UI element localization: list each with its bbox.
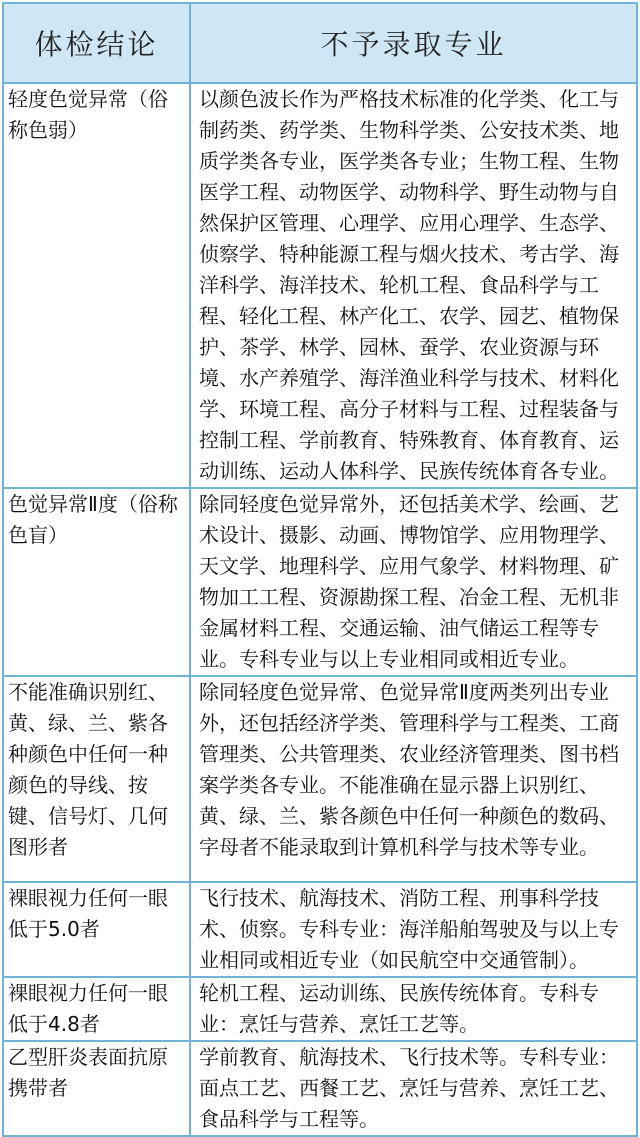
majors-cell: 飞行技术、航海技术、消防工程、刑事科学技术、侦察。专科专业：海洋船舶驾驶及与以上专业相同或相近专业（如民航空中交通管制）。 — [190, 882, 637, 977]
majors-cell: 轮机工程、运动训练、民族传统体育。专科专业：烹饪与营养、烹饪工艺等。 — [190, 977, 637, 1041]
admission-restriction-table — [2, 2, 638, 1137]
condition-cell: 不能准确识别红、黄、绿、兰、紫各种颜色中任何一种颜色的导线、按键、信号灯、几何图形者 — [3, 676, 190, 882]
majors-cell: 以颜色波长作为严格技术标准的化学类、化工与制药类、药学类、生物科学类、公安技术类、地质学类各专业，医学类各专业；生物工程、生物医学工程、动物医学、动物科学、野生动物与自然保护区管理、心理学、应用心理学、生态学、侦察学、特种能源工程与烟火技术、考古学、海洋科学、海洋技术、轮机工程、食品科学与工程、轻化工程、林产化工、农学、园艺、植物保护、茶学、林学、园林、蚕学、农业资源与环境、水产养殖学、海洋渔业科学与技术、材料化学、环境工程、高分子材料与工程、过程装备与控制工程、学前教育、特殊教育、体育教育、运动训练、运动人体科学、民族传统体育各专业。 — [190, 83, 637, 488]
condition-cell: 裸眼视力任何一眼低于5.0者 — [3, 882, 190, 977]
condition-cell: 乙型肝炎表面抗原携带者 — [3, 1041, 190, 1136]
majors-cell: 除同轻度色觉异常外，还包括美术学、绘画、艺术设计、摄影、动画、博物馆学、应用物理学、天文学、地理科学、应用气象学、材料物理、矿物加工工程、资源勘探工程、冶金工程、无机非金属材料工程、交通运输、油气储运工程等专业。专科专业与以上专业相同或相近专业。 — [190, 488, 637, 676]
table-row — [3, 977, 637, 1041]
majors-cell: 除同轻度色觉异常、色觉异常Ⅱ度两类列出专业外，还包括经济学类、管理科学与工程类、工商管理类、公共管理类、农业经济管理类、图书档案学类各专业。不能准确在显示器上识别红、黄、绿、兰、紫各颜色中任何一种颜色的数码、字母者不能录取到计算机科学与技术等专业。 — [190, 676, 637, 882]
table-row — [3, 676, 637, 882]
majors-cell: 学前教育、航海技术、飞行技术等。专科专业：面点工艺、西餐工艺、烹饪与营养、烹饪工艺、食品科学与工程等。 — [190, 1041, 637, 1136]
table-row — [3, 488, 637, 676]
table-row — [3, 1041, 637, 1136]
header-row — [3, 3, 637, 83]
table-row — [3, 882, 637, 977]
condition-cell: 裸眼视力任何一眼低于4.8者 — [3, 977, 190, 1041]
header-conclusion: 体检结论 — [3, 3, 190, 83]
condition-cell: 轻度色觉异常（俗称色弱） — [3, 83, 190, 488]
header-excluded-majors: 不予录取专业 — [190, 3, 637, 83]
table-row — [3, 83, 637, 488]
condition-cell: 色觉异常Ⅱ度（俗称色盲） — [3, 488, 190, 676]
